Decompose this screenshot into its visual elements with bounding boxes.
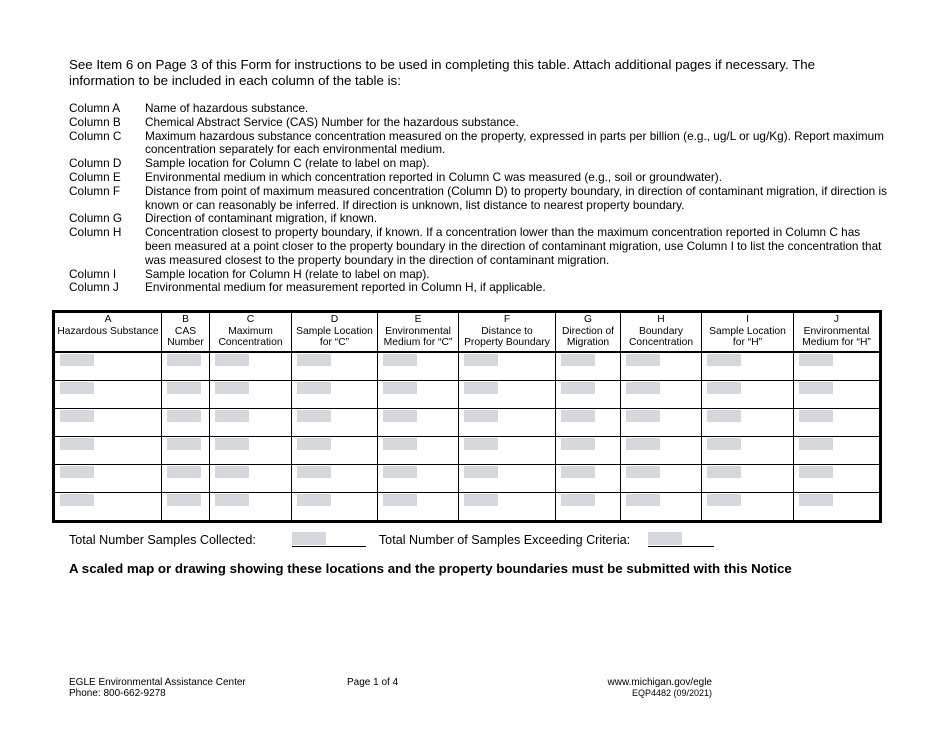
column-header: [794, 312, 881, 352]
form-field[interactable]: [60, 382, 94, 394]
table-body: [54, 352, 881, 522]
table-cell: [54, 380, 162, 408]
form-field[interactable]: [626, 466, 660, 478]
column-header-letter: E: [414, 314, 422, 325]
column-header-line2: Concentration: [218, 337, 283, 348]
samples-exceeding-field[interactable]: [648, 532, 714, 547]
column-description: Maximum hazardous substance concentration measured on the property, expressed in parts per billion (e.g., ug/L or ug/Kg). Report maximum concentration separately for each environmental medium.: [145, 128, 884, 157]
form-field[interactable]: [167, 410, 201, 422]
column-header-letter: F: [503, 314, 511, 325]
table-cell: [210, 352, 292, 381]
column-header-line2: Concentration: [628, 337, 694, 348]
form-field[interactable]: [799, 438, 833, 450]
column-header-letter: A: [104, 314, 112, 325]
form-field[interactable]: [464, 438, 498, 450]
form-field[interactable]: [297, 466, 331, 478]
table-cell: [794, 408, 881, 436]
column-header: [292, 312, 378, 352]
table-cell: [794, 464, 881, 492]
column-header: [702, 312, 794, 352]
column-definitions-list: [69, 102, 889, 295]
instructions-intro: See Item 6 on Page 3 of this Form for instructions to be used in completing this table. Attach additional pages if necessary. The information to be included in each column of the table is:: [69, 57, 816, 88]
table-cell: [210, 436, 292, 464]
table-cell: [292, 380, 378, 408]
table-row: [54, 464, 881, 492]
form-field[interactable]: [297, 354, 331, 366]
footer-org: EGLE Environmental Assistance Center: [69, 677, 246, 688]
form-field[interactable]: [60, 466, 94, 478]
form-field[interactable]: [464, 466, 498, 478]
form-field[interactable]: [626, 354, 660, 366]
samples-collected-field[interactable]: [292, 532, 366, 547]
column-key: Column B: [69, 114, 121, 129]
column-definition: [69, 268, 889, 282]
form-field[interactable]: [707, 410, 741, 422]
form-field[interactable]: [707, 354, 741, 366]
form-field[interactable]: [215, 466, 249, 478]
table-header-row: [54, 312, 881, 352]
form-field[interactable]: [626, 438, 660, 450]
column-header-letter: B: [182, 314, 189, 325]
column-header: [378, 312, 459, 352]
form-field[interactable]: [799, 354, 833, 366]
table-cell: [292, 436, 378, 464]
column-description: Environmental medium in which concentration reported in Column C was measured (e.g., soil or groundwater).: [145, 169, 723, 184]
table-cell: [378, 380, 459, 408]
form-field[interactable]: [799, 466, 833, 478]
table-cell: [702, 436, 794, 464]
form-field[interactable]: [561, 466, 595, 478]
table-row: [54, 436, 881, 464]
column-header-letter: D: [330, 314, 339, 325]
column-description: Environmental medium for measurement reported in Column H, if applicable.: [145, 280, 546, 295]
table-cell: [459, 380, 556, 408]
form-field[interactable]: [383, 354, 417, 366]
form-field[interactable]: [167, 438, 201, 450]
table-cell: [54, 408, 162, 436]
column-header: [459, 312, 556, 352]
form-field[interactable]: [383, 494, 417, 506]
column-header-letter: J: [833, 314, 840, 325]
form-field[interactable]: [561, 438, 595, 450]
column-header-line1: Maximum: [228, 325, 273, 337]
table-cell: [702, 380, 794, 408]
table-row: [54, 408, 881, 436]
column-header-line1: Distance to: [481, 325, 533, 337]
table-cell: [162, 436, 210, 464]
table-cell: [794, 436, 881, 464]
column-definition: [69, 102, 889, 116]
footer-form-number: EQP4482 (09/2021): [631, 688, 712, 698]
column-definition: [69, 226, 889, 267]
column-header: [162, 312, 210, 352]
table-cell: [556, 436, 621, 464]
table-cell: [621, 492, 702, 521]
samples-exceeding-label: Total Number of Samples Exceeding Criteria:: [378, 532, 631, 547]
column-header-line1: Hazardous Substance: [57, 325, 159, 337]
samples-collected-label: Total Number Samples Collected:: [69, 532, 256, 547]
column-definition: [69, 130, 889, 158]
column-key: Column E: [69, 169, 121, 184]
column-header-letter: I: [746, 314, 749, 325]
table-cell: [210, 492, 292, 521]
table-cell: [621, 352, 702, 381]
column-header-letter: G: [583, 314, 592, 325]
footer-right: [570, 677, 712, 699]
form-field[interactable]: [561, 410, 595, 422]
form-field[interactable]: [799, 382, 833, 394]
form-field[interactable]: [297, 382, 331, 394]
form-field[interactable]: [383, 466, 417, 478]
table-cell: [162, 352, 210, 381]
column-definition: [69, 171, 889, 185]
table-cell: [378, 408, 459, 436]
table-cell: [621, 408, 702, 436]
table-row: [54, 380, 881, 408]
footer-url: www.michigan.gov/egle: [607, 677, 712, 688]
form-field[interactable]: [464, 382, 498, 394]
form-field[interactable]: [215, 438, 249, 450]
table-cell: [210, 408, 292, 436]
table-cell: [162, 380, 210, 408]
column-header-line1: CAS: [174, 325, 197, 337]
form-field[interactable]: [626, 382, 660, 394]
column-header-line2: Medium for “C”: [383, 337, 453, 348]
column-header-line2: Number: [167, 337, 204, 348]
column-key: Column I: [69, 266, 117, 281]
form-field[interactable]: [383, 438, 417, 450]
column-header-line2: Medium for “H”: [802, 337, 871, 348]
column-header-line1: Sample Location: [296, 325, 373, 337]
form-field[interactable]: [707, 494, 741, 506]
column-key: Column C: [69, 128, 122, 143]
table-cell: [54, 464, 162, 492]
table-cell: [54, 352, 162, 381]
table-cell: [459, 408, 556, 436]
table-row: [54, 352, 881, 381]
form-field[interactable]: [167, 354, 201, 366]
column-header-line2: for “C”: [319, 337, 350, 348]
column-definition: [69, 281, 889, 295]
column-header-line2: Property Boundary: [464, 337, 550, 348]
table-cell: [292, 408, 378, 436]
form-field[interactable]: [167, 494, 201, 506]
table-cell: [702, 408, 794, 436]
column-header-line2: Migration: [566, 337, 610, 348]
column-header-line1: Direction of: [561, 325, 615, 337]
table-cell: [378, 492, 459, 521]
table-row: [54, 492, 881, 521]
column-header: [621, 312, 702, 352]
column-header-letter: H: [657, 314, 665, 325]
samples-table: [52, 310, 882, 523]
column-definition: [69, 185, 889, 213]
table-cell: [459, 492, 556, 521]
form-field[interactable]: [707, 466, 741, 478]
form-field[interactable]: [626, 410, 660, 422]
column-header: [54, 312, 162, 352]
column-description: Direction of contaminant migration, if known.: [145, 211, 378, 226]
form-field[interactable]: [60, 354, 94, 366]
form-field[interactable]: [799, 494, 833, 506]
table-cell: [292, 352, 378, 381]
form-field[interactable]: [561, 354, 595, 366]
table-cell: [621, 380, 702, 408]
table-cell: [794, 380, 881, 408]
column-description: Concentration closest to property boundary, if known. If a concentration lower than the maximum concentration reported in Column C has been measured at a point closer to the property boundary in the direction of contaminant migration, use Column I to list the concentration that was measured closest to the property boundary in the direction of contaminant migration.: [145, 225, 882, 267]
form-field[interactable]: [561, 382, 595, 394]
table-cell: [162, 464, 210, 492]
form-field[interactable]: [297, 410, 331, 422]
table-cell: [459, 436, 556, 464]
table-cell: [459, 464, 556, 492]
column-header-letter: C: [246, 314, 255, 325]
form-field[interactable]: [60, 438, 94, 450]
table-cell: [292, 492, 378, 521]
table-cell: [292, 464, 378, 492]
form-field[interactable]: [60, 410, 94, 422]
table-cell: [794, 352, 881, 381]
footer-page-number: Page 1 of 4: [347, 677, 399, 688]
footer-left: [69, 677, 246, 699]
form-field[interactable]: [799, 410, 833, 422]
table-cell: [702, 464, 794, 492]
column-description: Distance from point of maximum measured concentration (Column D) to property boundary, in direction of contaminant migration, if direction is known or can reasonably be inferred. If direction is unknown, list distance to nearest property boundary.: [145, 183, 888, 212]
table-cell: [378, 464, 459, 492]
column-key: Column A: [69, 101, 121, 115]
table-cell: [556, 380, 621, 408]
form-field[interactable]: [167, 466, 201, 478]
totals-line: [69, 532, 714, 547]
form-field[interactable]: [464, 494, 498, 506]
column-key: Column F: [69, 183, 121, 198]
form-field[interactable]: [561, 494, 595, 506]
form-field[interactable]: [383, 382, 417, 394]
column-description: Sample location for Column H (relate to label on map).: [145, 266, 430, 281]
column-header-line1: Environmental: [385, 325, 451, 337]
form-field[interactable]: [383, 410, 417, 422]
column-description: Name of hazardous substance.: [145, 101, 309, 115]
table-cell: [556, 464, 621, 492]
column-definition: [69, 157, 889, 171]
table-cell: [378, 436, 459, 464]
column-description: Sample location for Column C (relate to label on map).: [145, 156, 430, 171]
column-header: [556, 312, 621, 352]
column-definition: [69, 116, 889, 130]
form-field[interactable]: [707, 438, 741, 450]
table-cell: [556, 408, 621, 436]
column-key: Column D: [69, 156, 122, 171]
table-cell: [702, 352, 794, 381]
table-cell: [621, 464, 702, 492]
table-cell: [210, 464, 292, 492]
footer-phone: Phone: 800-662-9278: [69, 688, 166, 699]
table-cell: [621, 436, 702, 464]
column-header-line1: Boundary: [638, 325, 684, 337]
table-cell: [702, 492, 794, 521]
table-cell: [459, 352, 556, 381]
table-cell: [210, 380, 292, 408]
table-cell: [54, 492, 162, 521]
column-header-line1: Environmental: [803, 325, 870, 337]
column-description: Chemical Abstract Service (CAS) Number for the hazardous substance.: [145, 114, 519, 129]
table-cell: [162, 492, 210, 521]
form-field[interactable]: [297, 494, 331, 506]
form-field[interactable]: [464, 410, 498, 422]
table-cell: [556, 492, 621, 521]
form-field[interactable]: [215, 382, 249, 394]
table-cell: [794, 492, 881, 521]
form-field[interactable]: [215, 494, 249, 506]
form-field[interactable]: [215, 354, 249, 366]
table-cell: [378, 352, 459, 381]
table-cell: [162, 408, 210, 436]
column-header-line2: for “H”: [732, 337, 763, 348]
map-notice: A scaled map or drawing showing these locations and the property boundaries must be submitted with this Notice: [69, 561, 792, 576]
samples-table-wrapper: [52, 310, 879, 517]
form-field[interactable]: [626, 494, 660, 506]
column-header: [210, 312, 292, 352]
form-field[interactable]: [60, 494, 94, 506]
column-key: Column H: [69, 225, 122, 240]
table-cell: [54, 436, 162, 464]
form-field[interactable]: [215, 410, 249, 422]
table-cell: [556, 352, 621, 381]
column-definition: [69, 212, 889, 226]
column-key: Column J: [69, 280, 119, 295]
column-header-line1: Sample Location: [709, 325, 786, 337]
form-field[interactable]: [464, 354, 498, 366]
form-field[interactable]: [707, 382, 741, 394]
column-key: Column G: [69, 211, 123, 226]
form-field[interactable]: [297, 438, 331, 450]
form-field[interactable]: [167, 382, 201, 394]
